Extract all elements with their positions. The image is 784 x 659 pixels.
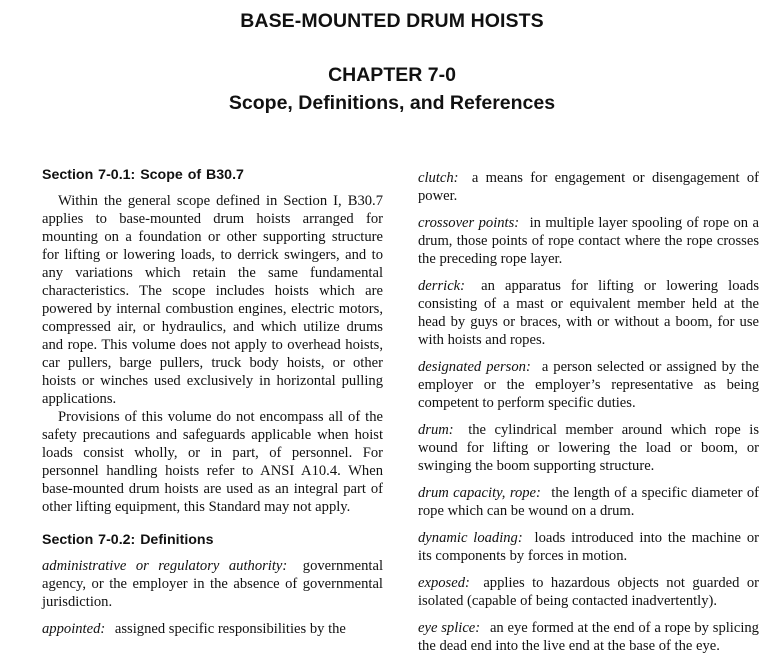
definition-text: a person selected or assigned by the employer or the employer’s representative as being competent to perform specific duties. — [418, 359, 759, 411]
left-column — [42, 166, 383, 647]
definition-entry — [418, 529, 759, 565]
scope-paragraph: Within the general scope defined in Section I, B30.7 applies to base-mounted drum hoists arranged for mounting on a foundation or other supporting structure for lifting or lowering loads, to derrick swingers, and to any variations which retain the same fundamental characteristics. The scope includes hoists which are powered by internal combustion engines, electric motors, compressed air, or hydraulics, and which utilize drums and rope. This volume does not apply to overhead hoists, car pullers, barge pullers, truck body hoists, or other hoists or winches used exclusively in horizontal pulling applications. — [42, 193, 383, 407]
definition-entry — [418, 358, 759, 412]
right-column — [418, 169, 759, 659]
section-heading-scope: Section 7-0.1: Scope of B30.7 — [42, 167, 244, 183]
scope-paragraph: Provisions of this volume do not encompass all of the safety precautions and safeguards applicable when hoist loads consist wholly, or in part, of personnel. For personnel handling hoists refer to ANSI A10.4. When base-mounted drum hoists are used as an integral part of other lifting equipment, this Standard may not apply. — [42, 409, 383, 515]
definition-term: eye splice: — [418, 620, 481, 636]
chapter-subtitle: Scope, Definitions, and References — [228, 92, 556, 114]
definition-text: an apparatus for lifting or lowering loads consisting of a mast or equivalent member held at the head by guys or braces, with or without a boom, for use with hoists and ropes. — [418, 278, 759, 348]
definition-term: exposed: — [418, 575, 470, 591]
definition-entry — [418, 214, 759, 268]
definition-entry — [418, 169, 759, 205]
definition-term: derrick: — [418, 278, 466, 294]
definition-term: drum capacity, rope: — [418, 485, 541, 501]
definition-text: loads introduced into the machine or its components by forces in motion. — [418, 530, 759, 564]
definition-term: administrative or regulatory authority: — [42, 558, 288, 574]
definition-text: an eye formed at the end of a rope by splicing the dead end into the live end at the base of the eye. — [418, 620, 759, 654]
definition-term: clutch: — [418, 170, 459, 186]
definition-text: in multiple layer spooling of rope on a drum, those points of rope contact where the rope crosses the preceding rope layer. — [418, 215, 759, 267]
chapter-heading: CHAPTER 7-0 — [328, 64, 456, 86]
definition-text: governmental agency, or the employer in the absence of governmental jurisdiction. — [42, 558, 384, 610]
definition-entry — [42, 557, 383, 611]
definition-entry — [418, 484, 759, 520]
definition-entry — [418, 619, 759, 655]
definition-text: assigned specific responsibilities by the — [114, 621, 346, 637]
document-title: BASE-MOUNTED DRUM HOISTS — [240, 10, 544, 32]
definition-entry — [418, 574, 759, 610]
definition-term: dynamic loading: — [418, 530, 523, 546]
definition-term: drum: — [418, 422, 454, 438]
definition-term: appointed: — [42, 621, 106, 637]
definition-text: the length of a specific diameter of rope which can be wound on a drum. — [418, 485, 759, 519]
definition-term: designated person: — [418, 359, 531, 375]
definition-entry — [418, 421, 759, 475]
definition-entry — [42, 620, 383, 638]
definition-text: the cylindrical member around which rope is wound for lifting or lowering the load or boom, or swinging the boom supporting structure. — [418, 422, 759, 474]
definition-term: crossover points: — [418, 215, 520, 231]
definition-text: applies to hazardous objects not guarded or isolated (capable of being contacted inadvertently). — [418, 575, 759, 609]
definition-text: a means for engagement or disengagement of power. — [418, 170, 759, 204]
section-heading-definitions: Section 7-0.2: Definitions — [42, 532, 214, 548]
definition-entry — [418, 277, 759, 349]
